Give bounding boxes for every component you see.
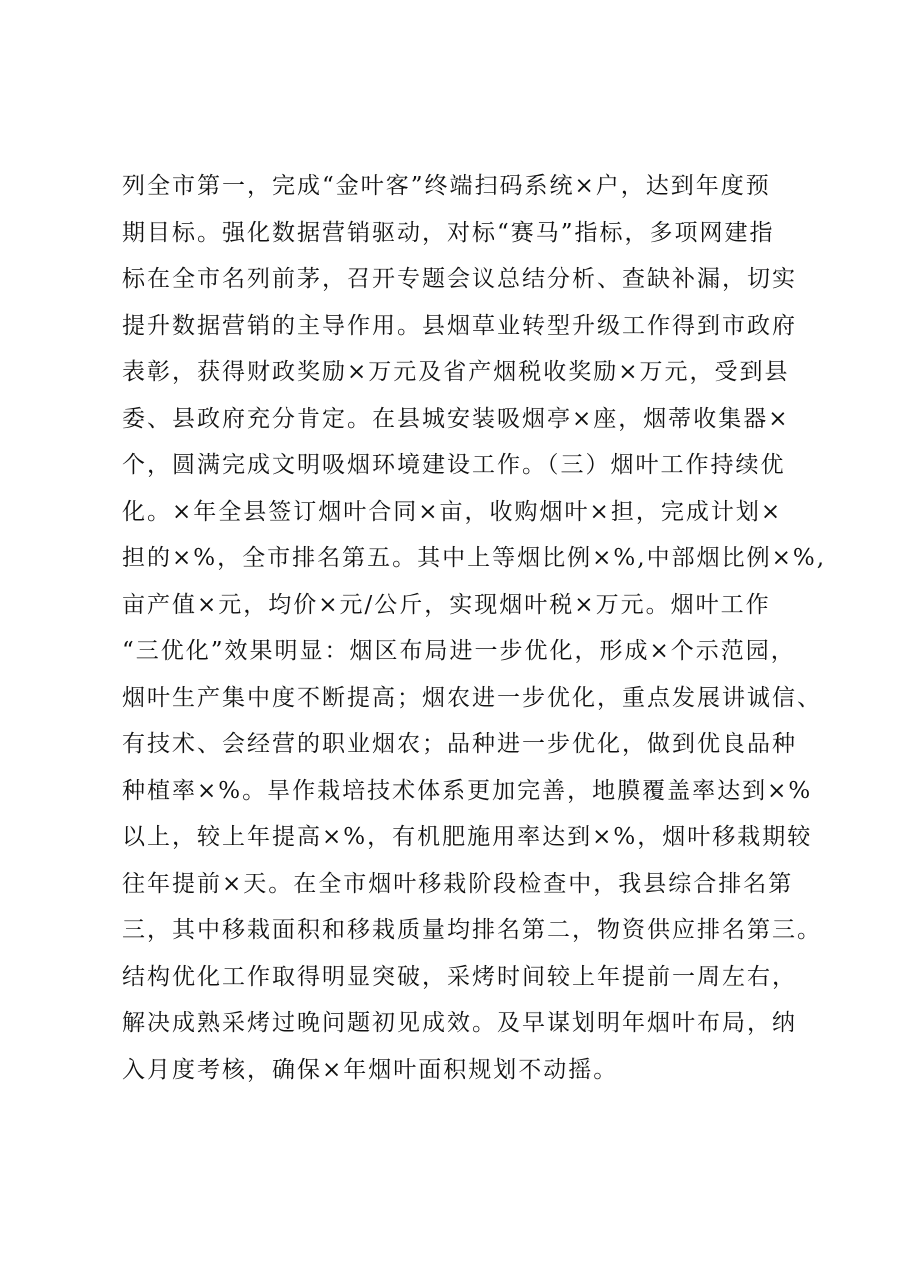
body-paragraph bbox=[122, 163, 826, 1093]
text-line: 提升数据营销的主导作用。县烟草业转型升级工作得到市政府 bbox=[122, 312, 797, 339]
text-line: 往年提前×天。在全市烟叶移栽阶段检查中，我县综合排名第 bbox=[122, 870, 794, 897]
text-line: 表彰，获得财政奖励×万元及省产烟税收奖励×万元，受到县 bbox=[122, 359, 790, 385]
text-line: 担的×%，全市排名第五。其中上等烟比例×%,中部烟比例×%, bbox=[122, 545, 826, 571]
text-line: 亩产值×元，均价×元/公斤，实现烟叶税×万元。烟叶工作 bbox=[122, 591, 771, 618]
text-line: 期目标。强化数据营销驱动，对标“赛马”指标，多项网建指 bbox=[122, 219, 775, 246]
text-line: 标在全市名列前茅，召开专题会议总结分析、查缺补漏，切实 bbox=[122, 266, 797, 292]
text-line: 列全市第一，完成“金叶客”终端扫码系统×户，达到年度预 bbox=[122, 173, 771, 199]
text-line: 解决成熟采烤过晚问题初见成效。及早谋划明年烟叶布局，纳 bbox=[122, 1010, 797, 1036]
text-line: 个，圆满完成文明吸烟环境建设工作。（三）烟叶工作持续优 bbox=[122, 452, 786, 478]
text-line: 委、县政府充分肯定。在县城安装吸烟亭×座，烟蒂收集器× bbox=[122, 405, 790, 432]
text-line: 三，其中移栽面积和移栽质量均排名第二，物资供应排名第三。 bbox=[122, 917, 822, 943]
text-line: 结构优化工作取得明显突破，采烤时间较上年提前一周左右， bbox=[122, 963, 797, 990]
text-line: 烟叶生产集中度不断提高；烟农进一步优化，重点发展讲诚信、 bbox=[122, 684, 822, 711]
text-line: 有技术、会经营的职业烟农；品种进一步优化，做到优良品种 bbox=[122, 731, 797, 757]
text-line: 入月度考核，确保×年烟叶面积规划不动摇。 bbox=[122, 1056, 619, 1083]
text-line: “三优化”效果明显：烟区布局进一步优化，形成×个示范园， bbox=[122, 638, 796, 664]
text-line: 化。×年全县签订烟叶合同×亩，收购烟叶×担，完成计划× bbox=[122, 498, 783, 525]
text-line: 以上，较上年提高×%，有机肥施用率达到×%，烟叶移栽期较 bbox=[122, 824, 813, 850]
text-line: 种植率×%。旱作栽培技术体系更加完善，地膜覆盖率达到×% bbox=[122, 777, 813, 804]
